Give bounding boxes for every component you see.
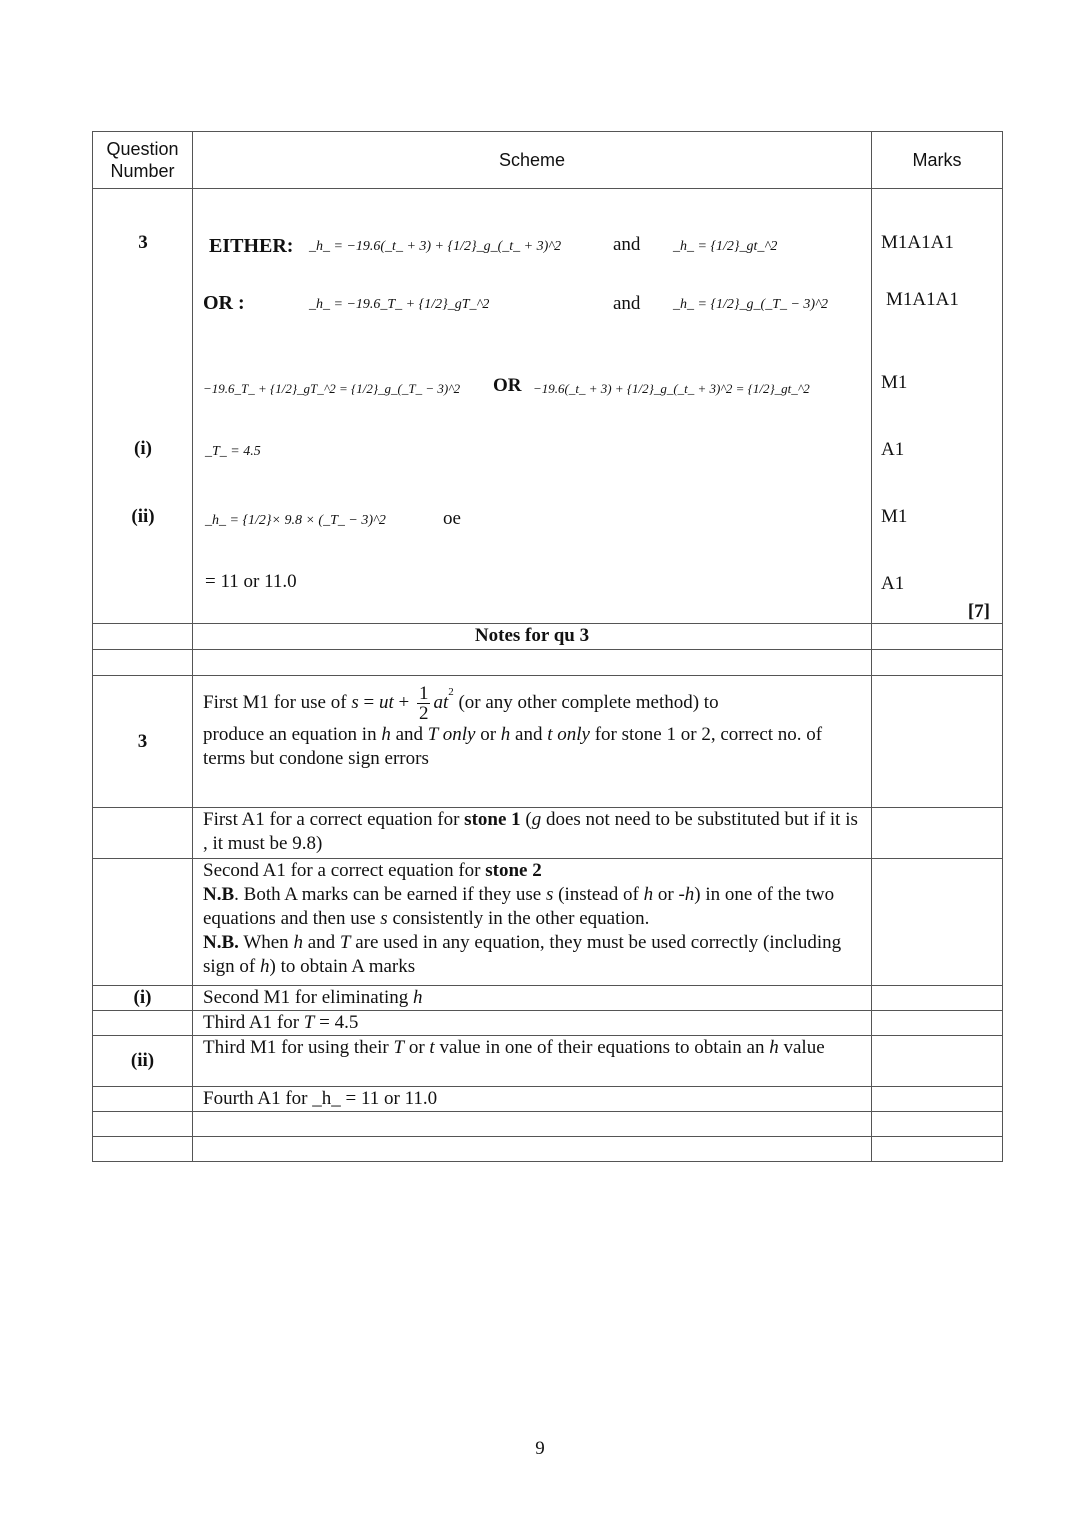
h-equation: _h_ = {1/2}× 9.8 × (_T_ − 3)^2	[205, 513, 386, 528]
bold-text: stone 2	[485, 860, 542, 881]
variable: h	[684, 884, 695, 905]
variable: g	[531, 809, 542, 830]
or-equation-2: _h_ = {1/2}_g_(_T_ − 3)^2	[673, 297, 828, 312]
note-row	[93, 859, 1003, 986]
variable: t only	[547, 724, 590, 745]
either-equation-1: _h_ = −19.6(_t_ + 3) + {1/2}_g_(_t_ + 3)^2	[309, 239, 562, 254]
question-number-header: Question Number	[93, 132, 193, 189]
mark-scheme-table	[92, 131, 1003, 1162]
bold-text: stone 1	[464, 809, 521, 830]
either-and: and	[613, 234, 641, 255]
scheme-header: Scheme	[193, 132, 872, 189]
combined-equation-1: −19.6_T_ + {1/2}_gT_^2 = {1/2}_g_(_T_ − 3)^2	[203, 381, 461, 396]
exponent: 2	[448, 686, 454, 698]
either-equation-2: _h_ = {1/2}_gt_^2	[673, 239, 778, 254]
scheme-row	[93, 189, 1003, 624]
variable: ut	[378, 691, 394, 713]
combined-equation-2: −19.6(_t_ + 3) + {1/2}_g_(_t_ + 3)^2 = {1/2}_gt_^2	[533, 381, 810, 396]
mark-4: A1	[881, 439, 905, 460]
variable: h	[769, 1037, 779, 1058]
total-marks: [7]	[967, 601, 990, 622]
note-row	[93, 1087, 1003, 1112]
note-text: Fourth A1 for _h_ = 11 or 11.0	[193, 1087, 872, 1112]
note-row	[93, 676, 1003, 808]
variable: T	[339, 932, 351, 953]
note-question	[93, 1011, 193, 1036]
variable: s	[380, 908, 388, 929]
variable: s	[351, 691, 359, 713]
note-question	[93, 859, 193, 986]
or-label: OR :	[203, 292, 245, 314]
variable: T	[393, 1037, 405, 1058]
marks-header: Marks	[872, 132, 1003, 189]
note-question	[93, 1087, 193, 1112]
variable: T	[303, 1012, 315, 1033]
variable: at	[433, 691, 449, 713]
notes-heading: Notes for qu 3	[193, 624, 872, 650]
note-question: (ii)	[93, 1036, 193, 1087]
page-number: 9	[535, 1438, 545, 1459]
notes-heading-row	[93, 624, 1003, 650]
note-row	[93, 986, 1003, 1011]
note-row	[93, 1011, 1003, 1036]
fraction: $\frac{1}{2}$	[418, 683, 429, 724]
variable: h	[413, 987, 423, 1008]
variable: s	[546, 884, 554, 905]
question-number: 3	[138, 232, 148, 253]
variable: h	[381, 724, 391, 745]
note-row	[93, 808, 1003, 859]
note-text: Third M1 for using their T or t value in one of their equations to obtain an h value	[193, 1036, 872, 1087]
combined-or: OR	[493, 375, 522, 396]
part-ii-label: (ii)	[131, 506, 155, 527]
mark-3: M1	[881, 372, 908, 393]
t-value: _T_ = 4.5	[205, 444, 261, 459]
variable: h	[643, 884, 654, 905]
note-text: First A1 for a correct equation for stone 1 (g does not need to be substituted but if it is , it must be 9.8)	[193, 808, 872, 859]
either-label: EITHER:	[209, 235, 294, 257]
or-and: and	[613, 293, 641, 314]
note-text: First M1 for use of s = ut + $\frac{1}{2}$ $at^2$ (or any other complete method) to produce an equation in h and T only or h and t only for stone 1 or 2, correct no. of terms but condone sign errors	[193, 676, 872, 808]
note-question	[93, 808, 193, 859]
note-text: Second A1 for a correct equation for stone 2 N.B. Both A marks can be earned if they use s (instead of h or -h) in one of the two equations and then use s consistently in the other equation. N.B. When h and T are used in any equation, they must be used correctly (including sign of h) to obtain A marks	[193, 859, 872, 986]
empty-row	[93, 650, 1003, 676]
note-row	[93, 1036, 1003, 1087]
mark-6: A1	[881, 573, 905, 594]
variable: t	[429, 1037, 435, 1058]
h-value: = 11 or 11.0	[205, 571, 297, 592]
mark-5: M1	[881, 506, 908, 527]
part-i-label: (i)	[134, 438, 152, 459]
note-text: Second M1 for eliminating h	[193, 986, 872, 1011]
mark-1: M1A1A1	[881, 232, 954, 253]
variable: h	[293, 932, 303, 953]
oe-label: oe	[443, 508, 461, 529]
header-row	[93, 132, 1003, 189]
or-equation-1: _h_ = −19.6_T_ + {1/2}_gT_^2	[309, 297, 490, 312]
variable: h	[500, 724, 511, 745]
note-text: Third A1 for T = 4.5	[193, 1011, 872, 1036]
note-question: (i)	[93, 986, 193, 1011]
variable: T only	[427, 724, 476, 745]
bold-text: N.B.	[203, 932, 239, 953]
mark-2: M1A1A1	[886, 289, 959, 310]
empty-row	[93, 1112, 1003, 1137]
variable: h	[260, 956, 270, 977]
bold-text: N.B	[203, 884, 235, 905]
empty-row	[93, 1137, 1003, 1162]
note-question: 3	[93, 676, 193, 808]
